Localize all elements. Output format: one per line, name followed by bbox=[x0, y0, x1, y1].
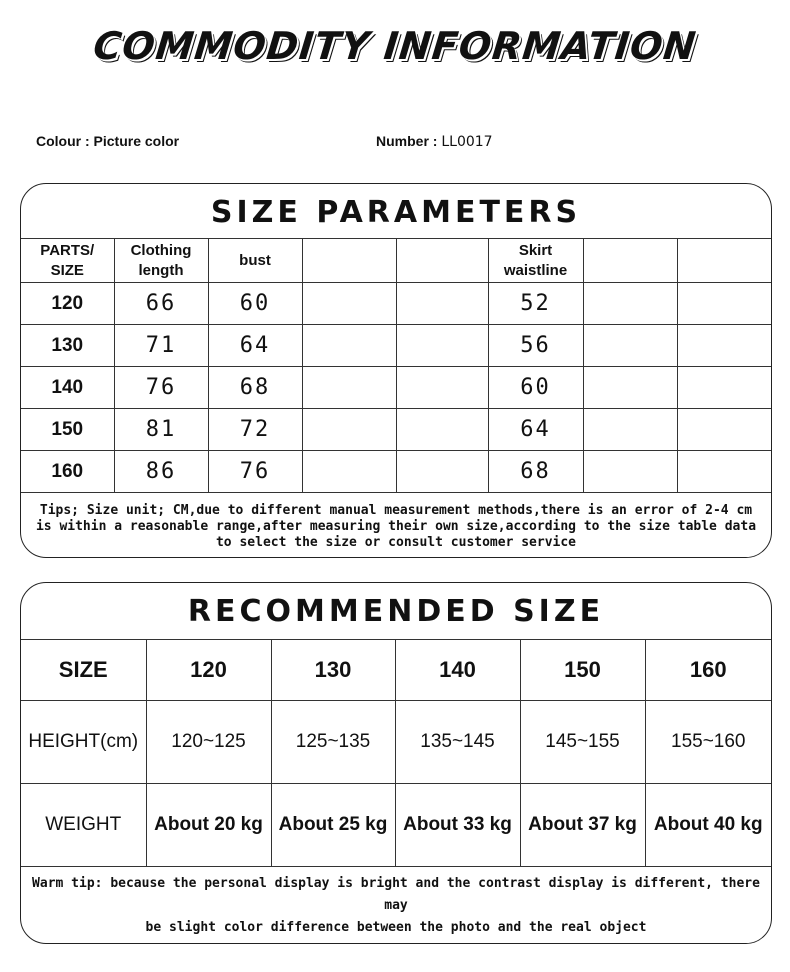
skirt-waistline-cell: 68 bbox=[488, 451, 583, 493]
table-row bbox=[21, 325, 771, 367]
warm-tip bbox=[21, 867, 771, 939]
table-header-row bbox=[21, 239, 771, 283]
empty-cell bbox=[396, 325, 488, 367]
empty-cell bbox=[302, 451, 396, 493]
colour-info bbox=[36, 133, 179, 149]
height-cell: 125~135 bbox=[271, 701, 395, 784]
height-cell: 145~155 bbox=[520, 701, 645, 784]
colour-label: Colour : bbox=[36, 133, 94, 149]
empty-cell bbox=[677, 409, 771, 451]
weight-cell: About 40 kg bbox=[645, 784, 771, 867]
height-cell: 135~145 bbox=[395, 701, 520, 784]
weight-row bbox=[21, 784, 771, 867]
recommended-size-panel bbox=[20, 582, 772, 944]
colour-value: Picture color bbox=[93, 133, 180, 149]
empty-cell bbox=[677, 367, 771, 409]
clothing-length-cell: 76 bbox=[114, 367, 208, 409]
weight-cell: About 37 kg bbox=[520, 784, 645, 867]
empty-cell bbox=[583, 367, 677, 409]
tips-line: to select the size or consult customer service bbox=[215, 535, 577, 550]
tips-line: is within a reasonable range,after measuring their own size,according to the size table data bbox=[35, 519, 757, 534]
recommended-size-table bbox=[21, 640, 771, 867]
tips-line: Tips; Size unit; CM,due to different manual measurement methods,there is an error of 2-4 cm bbox=[39, 503, 753, 518]
bust-cell: 68 bbox=[208, 367, 302, 409]
header-skirt-waistline: Skirt waistline bbox=[488, 239, 583, 283]
header-parts-size: PARTS/ SIZE bbox=[21, 239, 114, 283]
header-bust: bust bbox=[208, 239, 302, 283]
empty-cell bbox=[302, 283, 396, 325]
skirt-waistline-cell: 56 bbox=[488, 325, 583, 367]
height-row bbox=[21, 701, 771, 784]
skirt-waistline-cell: 64 bbox=[488, 409, 583, 451]
weight-label-cell: WEIGHT bbox=[21, 784, 146, 867]
empty-cell bbox=[396, 283, 488, 325]
size-cell: 150 bbox=[21, 409, 114, 451]
size-cell: 140 bbox=[21, 367, 114, 409]
empty-cell bbox=[396, 409, 488, 451]
bust-cell: 64 bbox=[208, 325, 302, 367]
skirt-waistline-cell: 52 bbox=[488, 283, 583, 325]
clothing-length-cell: 66 bbox=[114, 283, 208, 325]
empty-cell bbox=[583, 451, 677, 493]
empty-cell bbox=[677, 325, 771, 367]
size-cell: 130 bbox=[21, 325, 114, 367]
weight-cell: About 20 kg bbox=[146, 784, 271, 867]
size-column-header: 160 bbox=[645, 640, 771, 701]
empty-cell bbox=[302, 367, 396, 409]
header-empty bbox=[302, 239, 396, 283]
empty-cell bbox=[583, 325, 677, 367]
size-column-header: 120 bbox=[146, 640, 271, 701]
header-empty bbox=[583, 239, 677, 283]
recommended-header-row bbox=[21, 640, 771, 701]
table-row bbox=[21, 451, 771, 493]
size-column-header: 150 bbox=[520, 640, 645, 701]
warm-tip-line: Warm tip: because the personal display is bright and the contrast display is different, there may bbox=[32, 876, 760, 913]
recommended-size-title: RECOMMENDED SIZE bbox=[21, 583, 771, 640]
clothing-length-cell: 81 bbox=[114, 409, 208, 451]
table-row bbox=[21, 283, 771, 325]
header-clothing-length: Clothing length bbox=[114, 239, 208, 283]
empty-cell bbox=[396, 451, 488, 493]
bust-cell: 60 bbox=[208, 283, 302, 325]
size-parameters-title: SIZE PARAMETERS bbox=[21, 184, 771, 239]
empty-cell bbox=[396, 367, 488, 409]
weight-cell: About 25 kg bbox=[271, 784, 395, 867]
size-column-header: 140 bbox=[395, 640, 520, 701]
header-empty bbox=[677, 239, 771, 283]
size-cell: 160 bbox=[21, 451, 114, 493]
empty-cell bbox=[677, 451, 771, 493]
size-column-header: 130 bbox=[271, 640, 395, 701]
empty-cell bbox=[302, 409, 396, 451]
bust-cell: 76 bbox=[208, 451, 302, 493]
empty-cell bbox=[583, 409, 677, 451]
empty-cell bbox=[583, 283, 677, 325]
table-row bbox=[21, 367, 771, 409]
clothing-length-cell: 71 bbox=[114, 325, 208, 367]
empty-cell bbox=[677, 283, 771, 325]
size-label-cell: SIZE bbox=[21, 640, 146, 701]
height-label-cell: HEIGHT(cm) bbox=[21, 701, 146, 784]
warm-tip-line: be slight color difference between the photo and the real object bbox=[145, 920, 647, 935]
weight-cell: About 33 kg bbox=[395, 784, 520, 867]
header-empty bbox=[396, 239, 488, 283]
height-cell: 120~125 bbox=[146, 701, 271, 784]
bust-cell: 72 bbox=[208, 409, 302, 451]
size-parameters-table bbox=[21, 239, 771, 493]
size-parameters-panel bbox=[20, 183, 772, 558]
page-title: COMMODITY INFORMATION bbox=[91, 24, 699, 68]
size-cell: 120 bbox=[21, 283, 114, 325]
table-row bbox=[21, 409, 771, 451]
number-label: Number : bbox=[376, 133, 442, 149]
height-cell: 155~160 bbox=[645, 701, 771, 784]
clothing-length-cell: 86 bbox=[114, 451, 208, 493]
size-tips bbox=[21, 493, 771, 551]
skirt-waistline-cell: 60 bbox=[488, 367, 583, 409]
number-value: LL0017 bbox=[441, 134, 493, 150]
number-info bbox=[376, 133, 493, 150]
empty-cell bbox=[302, 325, 396, 367]
